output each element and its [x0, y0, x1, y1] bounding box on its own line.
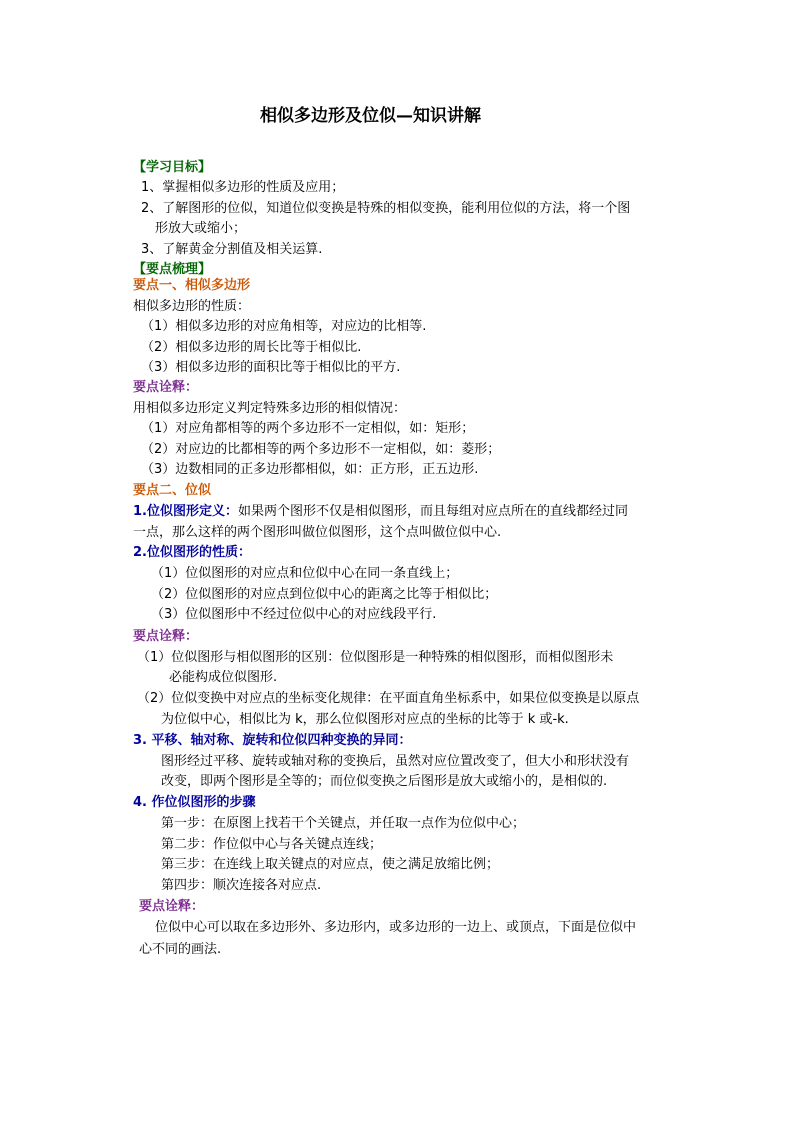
definition-text: 如果两个图形不仅是相似图形，而且每组对应点所在的直线都经过同: [237, 504, 628, 519]
summary-heading: 【要点梳理】: [133, 262, 212, 277]
point2-note2-heading: 要点诠释：: [139, 899, 205, 914]
point1-prop: （3）相似多边形的面积比等于相似比的平方.: [141, 360, 401, 375]
definition-text-cont: 一点，那么这样的两个图形叫做位似图形，这个点叫做位似中心.: [133, 525, 502, 540]
point2-note-heading: 要点诠释：: [133, 629, 199, 644]
objective-item: 1、掌握相似多边形的性质及应用；: [141, 180, 345, 195]
point2-prop: （3）位似图形中不经过位似中心的对应线段平行.: [151, 607, 437, 622]
objective-item: 2、了解图形的位似，知道位似变换是特殊的相似变换，能利用位似的方法，将一个图: [141, 201, 631, 216]
point2-definition: [133, 502, 628, 522]
point2-note: （1）位似图形与相似图形的区别：位似图形是一种特殊的相似图形，而相似图形未: [137, 650, 614, 665]
note2-text: 心不同的画法.: [139, 942, 222, 957]
definition-label: 1.位似图形定义：: [133, 504, 238, 519]
point1-note-heading: 要点诠释：: [133, 380, 199, 395]
item4-label: 4. 作位似图形的步骤: [133, 795, 256, 810]
point2-note: 为位似中心，相似比为 k，那么位似图形对应点的坐标的比等于 k 或-k.: [161, 712, 569, 727]
point1-note: （2）对应边的比都相等的两个多边形不一定相似，如：菱形；: [141, 442, 501, 457]
point2-prop: （1）位似图形的对应点和位似中心在同一条直线上；: [151, 566, 459, 581]
point2-note: （2）位似变换中对应点的坐标变化规律：在平面直角坐标系中，如果位似变换是以原点: [137, 691, 640, 706]
point2-prop: （2）位似图形的对应点到位似中心的距离之比等于相似比；: [151, 587, 498, 602]
note2-text: 位似中心可以取在多边形外、多边形内，或多边形的一边上、或顶点，下面是位似中: [155, 920, 637, 935]
step: 第一步：在原图上找若干个关键点，并任取一点作为位似中心；: [161, 816, 526, 831]
point1-note: （1）对应角都相等的两个多边形不一定相似，如：矩形；: [141, 421, 475, 436]
page-title: 相似多边形及位似—知识讲解: [260, 106, 481, 126]
point1-note-intro: 用相似多边形定义判定特殊多边形的相似情况：: [133, 401, 407, 416]
item3-text: 改变，即两个图形是全等的；而位似变换之后图形是放大或缩小的，是相似的.: [161, 774, 608, 789]
item3-label: 3. 平移、轴对称、旋转和位似四种变换的异同：: [133, 733, 412, 748]
point1-prop: （1）相似多边形的对应角相等，对应边的比相等.: [141, 319, 427, 334]
point2-heading: 要点二、位似: [133, 483, 212, 498]
properties-label: 2.位似图形的性质：: [133, 545, 251, 560]
objective-item: 形放大或缩小；: [155, 221, 247, 236]
point2-note: 必能构成位似图形.: [169, 670, 278, 685]
step: 第三步：在连线上取关键点的对应点，使之满足放缩比例；: [161, 857, 500, 872]
point1-intro: 相似多边形的性质：: [133, 299, 251, 314]
objective-item: 3、了解黄金分割值及相关运算.: [141, 242, 323, 257]
point1-note: （3）边数相同的正多边形都相似，如：正方形，正五边形.: [141, 462, 479, 477]
item3-text: 图形经过平移、旋转或轴对称的变换后，虽然对应位置改变了，但大小和形状没有: [161, 754, 630, 769]
objectives-heading: 【学习目标】: [133, 160, 212, 175]
step: 第二步：作位似中心与各关键点连线；: [161, 837, 383, 852]
point1-heading: 要点一、相似多边形: [133, 278, 251, 293]
step: 第四步：顺次连接各对应点.: [161, 878, 322, 893]
point1-prop: （2）相似多边形的周长比等于相似比.: [141, 340, 362, 355]
